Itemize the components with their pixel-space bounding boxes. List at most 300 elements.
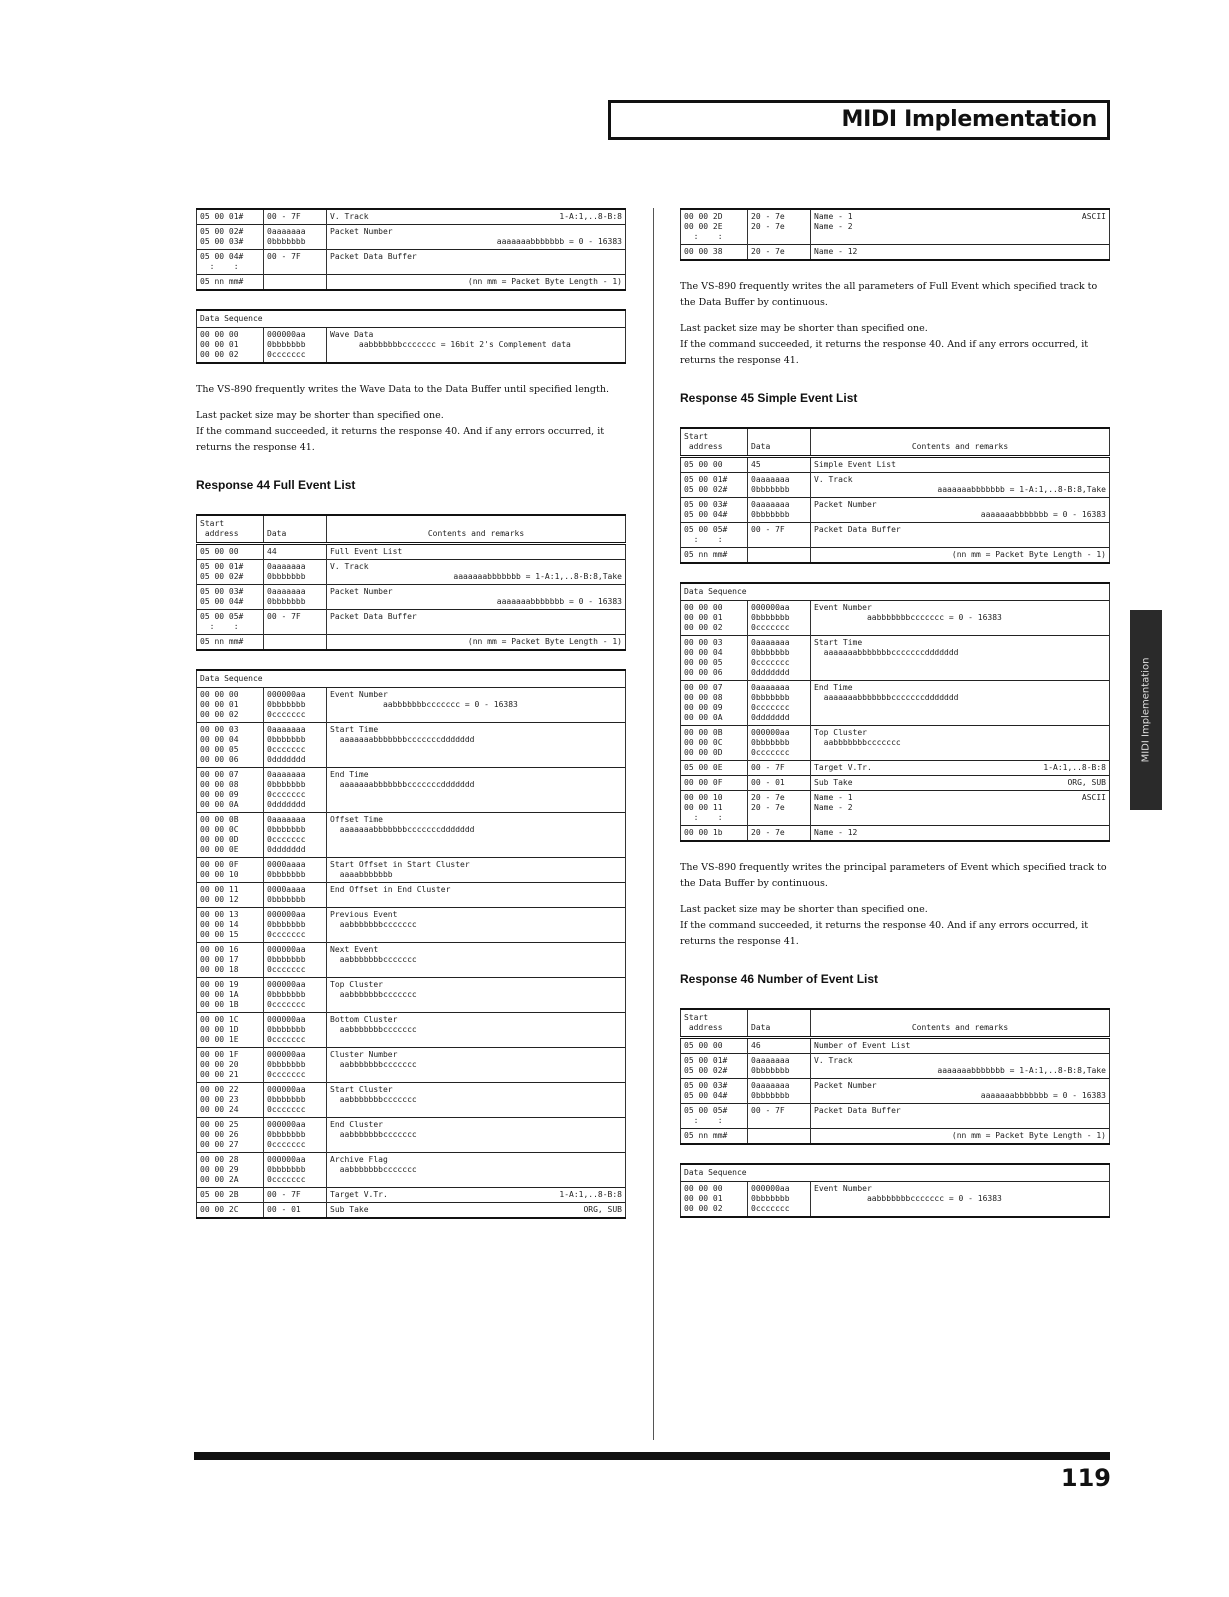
data-cell: 00 - 7F (264, 610, 327, 635)
table-row (681, 209, 1110, 245)
address-cell: 00 00 0F (681, 776, 748, 791)
remark-text: V. Track (330, 212, 369, 221)
section-heading: Response 44 Full Event List (196, 478, 356, 492)
remarks-cell (327, 1013, 626, 1048)
table-row (197, 635, 626, 651)
remarks-wrap (330, 227, 622, 247)
remark-value: ASCII (1081, 212, 1106, 221)
remarks-cell (811, 726, 1110, 761)
paragraph: Last packet size may be shorter than specified one. If the command succeeded, it returns the response 40. And if any errors occurred, it returns the response 41. (196, 410, 605, 453)
header-address: Start address (197, 515, 264, 544)
address-cell: 05 00 01# 05 00 02# (197, 560, 264, 585)
remarks-wrap (330, 1190, 622, 1200)
table-row (197, 883, 626, 908)
table-row (681, 826, 1110, 842)
header-remarks: Contents and remarks (811, 1009, 1110, 1038)
table-title-row (681, 583, 1110, 601)
data-cell: 0000aaaa 0bbbbbbb (264, 858, 327, 883)
table-title-row (197, 310, 626, 328)
remarks-wrap (330, 945, 622, 965)
address-cell: 00 00 1C 00 00 1D 00 00 1E (197, 1013, 264, 1048)
remark-text: Event Number aabbbbbbbccccccc = 0 - 16383 (814, 1184, 1002, 1203)
data-cell: 00 - 01 (264, 1203, 327, 1219)
remarks-cell (327, 1048, 626, 1083)
table-row (197, 978, 626, 1013)
address-cell: 05 nn mm# (197, 635, 264, 651)
remarks-cell (327, 768, 626, 813)
remark-text: Start Cluster aabbbbbbbccccccc (330, 1085, 417, 1104)
address-cell: 05 00 01# 05 00 02# (681, 1054, 748, 1079)
data-cell: 000000aa 0bbbbbbb 0ccccccc (264, 978, 327, 1013)
header-box (608, 100, 1110, 140)
table-row (197, 1013, 626, 1048)
table-title: Data Sequence (681, 1164, 1110, 1182)
remarks-wrap (330, 277, 622, 287)
data-cell: 000000aa 0bbbbbbb 0ccccccc (264, 1118, 327, 1153)
address-cell: 00 00 00 00 00 01 00 00 02 (197, 688, 264, 723)
paragraph: Last packet size may be shorter than specified one. If the command succeeded, it returns the response 40. And if any errors occurred, it returns the response 41. (680, 904, 1089, 947)
header-data: Data (748, 428, 811, 457)
address-cell: 00 00 03 00 00 04 00 00 05 00 00 06 (681, 636, 748, 681)
table-row (197, 768, 626, 813)
data-cell: 000000aa 0bbbbbbb 0ccccccc (264, 1048, 327, 1083)
remarks-cell (327, 1203, 626, 1219)
table-t9 (680, 1163, 1110, 1218)
remarks-cell (811, 1182, 1110, 1218)
remarks-cell (811, 826, 1110, 842)
left-column (196, 208, 626, 1237)
address-cell: 05 00 01# 05 00 02# (681, 473, 748, 498)
data-cell: 000000aa 0bbbbbbb 0ccccccc (264, 1013, 327, 1048)
table-row (681, 636, 1110, 681)
table-header-row (681, 1009, 1110, 1038)
data-cell (264, 275, 327, 291)
remark-text: Simple Event List (814, 460, 896, 469)
header-data: Data (264, 515, 327, 544)
remark-text: Start Time aaaaaaabbbbbbbcccccccddddddd (330, 725, 475, 744)
table-row (197, 1203, 626, 1219)
remarks-cell (327, 723, 626, 768)
data-cell: 0000aaaa 0bbbbbbb (264, 883, 327, 908)
remarks-cell (327, 635, 626, 651)
remarks-cell (811, 1079, 1110, 1104)
table-header-row (197, 515, 626, 544)
remarks-wrap (330, 690, 622, 710)
remark-text: End Cluster aabbbbbbbccccccc (330, 1120, 417, 1139)
remarks-cell (327, 225, 626, 250)
remark-value: aaaaaaabbbbbbb = 0 - 16383 (496, 597, 622, 606)
remarks-wrap (814, 1056, 1106, 1076)
remarks-wrap (814, 1041, 1106, 1051)
table-row (197, 610, 626, 635)
remarks-cell (811, 245, 1110, 261)
footer-rule (194, 1452, 1110, 1460)
remark-text: End Offset in End Cluster (330, 885, 451, 894)
remarks-cell (811, 601, 1110, 636)
remark-text: Packet Data Buffer (330, 612, 417, 621)
remark-value: aaaaaaabbbbbbb = 1-A:1,..8-B:8,Take (937, 485, 1106, 494)
data-cell: 0aaaaaaa 0bbbbbbb (264, 225, 327, 250)
data-cell: 0aaaaaaa 0bbbbbbb 0ccccccc 0ddddddd (748, 636, 811, 681)
midi-table (680, 582, 1110, 842)
address-cell: 00 00 07 00 00 08 00 00 09 00 00 0A (197, 768, 264, 813)
address-cell: 05 00 0E (681, 761, 748, 776)
table-row (681, 681, 1110, 726)
table-row (681, 776, 1110, 791)
table-header-row (681, 428, 1110, 457)
midi-table (680, 208, 1110, 261)
remark-value: aaaaaaabbbbbbb = 1-A:1,..8-B:8,Take (453, 572, 622, 581)
remarks-wrap (814, 1081, 1106, 1101)
remark-text: Start Offset in Start Cluster aaaabbbbbbb (330, 860, 470, 879)
remarks-wrap (814, 525, 1106, 535)
remarks-wrap (330, 1050, 622, 1070)
address-cell: 00 00 19 00 00 1A 00 00 1B (197, 978, 264, 1013)
paragraph: The VS-890 frequently writes the all parameters of Full Event which specified track to the Data Buffer by continuous. (680, 281, 1098, 308)
section-heading: Response 45 Simple Event List (680, 391, 858, 405)
address-cell: 00 00 0B 00 00 0C 00 00 0D (681, 726, 748, 761)
address-cell: 05 00 00 (681, 457, 748, 473)
remark-value: 1-A:1,..8-B:8 (559, 1190, 622, 1199)
table-row (197, 250, 626, 275)
remarks-cell (811, 473, 1110, 498)
remark-value: 1-A:1,..8-B:8 (559, 212, 622, 221)
paragraph: Last packet size may be shorter than specified one. If the command succeeded, it returns the response 40. And if any errors occurred, it returns the response 41. (680, 323, 1089, 366)
table-row (197, 1188, 626, 1203)
midi-table (196, 309, 626, 364)
remarks-wrap (330, 1085, 622, 1105)
data-cell: 0aaaaaaa 0bbbbbbb 0ccccccc 0ddddddd (264, 768, 327, 813)
table-t3 (196, 514, 626, 651)
address-cell: 00 00 13 00 00 14 00 00 15 (197, 908, 264, 943)
address-cell: 00 00 00 00 00 01 00 00 02 (197, 328, 264, 364)
table-t6 (680, 427, 1110, 564)
address-cell: 00 00 07 00 00 08 00 00 09 00 00 0A (681, 681, 748, 726)
remark-text: Sub Take (814, 778, 853, 787)
table-row (197, 813, 626, 858)
remarks-cell (327, 1118, 626, 1153)
data-cell: 0aaaaaaa 0bbbbbbb (264, 560, 327, 585)
side-tab-label: MIDI Implementation (1140, 657, 1152, 763)
table-row (681, 245, 1110, 261)
remark-text: Wave Data aabbbbbbbccccccc = 16bit 2's Complement data (330, 330, 571, 349)
table-row (681, 457, 1110, 473)
remarks-cell (811, 1129, 1110, 1145)
remarks-cell (327, 943, 626, 978)
address-cell: 00 00 1F 00 00 20 00 00 21 (197, 1048, 264, 1083)
remarks-cell (327, 883, 626, 908)
address-cell: 00 00 28 00 00 29 00 00 2A (197, 1153, 264, 1188)
remark-text: Full Event List (330, 547, 403, 556)
address-cell: 05 00 05# : : (681, 1104, 748, 1129)
remark-value: 1-A:1,..8-B:8 (1043, 763, 1106, 772)
remark-text: Packet Number (330, 227, 393, 236)
address-cell: 05 00 2B (197, 1188, 264, 1203)
header-remarks: Contents and remarks (327, 515, 626, 544)
address-cell: 05 00 03# 05 00 04# (681, 1079, 748, 1104)
remarks-wrap (330, 860, 622, 880)
remark-text: Name - 12 (814, 247, 858, 256)
table-row (681, 1129, 1110, 1145)
remarks-cell (811, 776, 1110, 791)
table-row (681, 791, 1110, 826)
address-cell: 05 00 00 (681, 1038, 748, 1054)
remarks-cell (327, 560, 626, 585)
remark-text: Archive Flag aabbbbbbbccccccc (330, 1155, 417, 1174)
section-side-tab (1130, 610, 1162, 810)
remarks-wrap (330, 980, 622, 1000)
data-cell: 000000aa 0bbbbbbb 0ccccccc (748, 726, 811, 761)
header-address: Start address (681, 428, 748, 457)
table-row (197, 1118, 626, 1153)
page-title: MIDI Implementation (841, 107, 1097, 132)
remark-text: Offset Time aaaaaaabbbbbbbcccccccddddddd (330, 815, 475, 834)
data-cell: 00 - 7F (264, 1188, 327, 1203)
table-row (197, 943, 626, 978)
data-cell: 0aaaaaaa 0bbbbbbb (748, 1054, 811, 1079)
remarks-wrap (330, 252, 622, 262)
remark-text: Target V.Tr. (814, 763, 872, 772)
table-row (197, 1153, 626, 1188)
table-row (681, 1182, 1110, 1218)
address-cell: 05 00 01# (197, 209, 264, 225)
table-row (681, 1038, 1110, 1054)
remarks-cell (327, 1083, 626, 1118)
data-cell: 0aaaaaaa 0bbbbbbb 0ccccccc 0ddddddd (264, 813, 327, 858)
data-cell: 20 - 7e 20 - 7e (748, 791, 811, 826)
remark-text: Number of Event List (814, 1041, 911, 1050)
remarks-wrap (814, 1184, 1106, 1204)
column-divider (653, 208, 654, 1440)
address-cell: 00 00 10 00 00 11 : : (681, 791, 748, 826)
table-row (681, 761, 1110, 776)
address-cell: 05 00 03# 05 00 04# (197, 585, 264, 610)
remark-value: aaaaaaabbbbbbb = 0 - 16383 (496, 237, 622, 246)
remarks-wrap (330, 562, 622, 582)
remarks-cell (327, 209, 626, 225)
table-row (197, 688, 626, 723)
right-column (680, 208, 1110, 1236)
remark-value: (nn mm = Packet Byte Length - 1) (951, 550, 1106, 559)
remark-value: (nn mm = Packet Byte Length - 1) (467, 637, 622, 646)
remarks-wrap (330, 212, 622, 222)
table-row (197, 585, 626, 610)
address-cell: 00 00 38 (681, 245, 748, 261)
remarks-wrap (814, 500, 1106, 520)
data-cell: 46 (748, 1038, 811, 1054)
remarks-wrap (330, 770, 622, 790)
remarks-wrap (330, 885, 622, 895)
midi-table (196, 669, 626, 1219)
address-cell: 05 00 02# 05 00 03# (197, 225, 264, 250)
remark-text: Name - 12 (814, 828, 858, 837)
remarks-wrap (814, 247, 1106, 257)
table-title: Data Sequence (197, 670, 626, 688)
remark-text: Event Number aabbbbbbbccccccc = 0 - 16383 (814, 603, 1002, 622)
table-title: Data Sequence (197, 310, 626, 328)
address-cell: 00 00 25 00 00 26 00 00 27 (197, 1118, 264, 1153)
address-cell: 00 00 00 00 00 01 00 00 02 (681, 1182, 748, 1218)
remarks-wrap (330, 725, 622, 745)
data-cell: 0aaaaaaa 0bbbbbbb 0ccccccc 0ddddddd (748, 681, 811, 726)
remark-text: Top Cluster aabbbbbbbccccccc (330, 980, 417, 999)
remark-value: ORG, SUB (583, 1205, 622, 1214)
remark-text: Packet Data Buffer (814, 525, 901, 534)
data-cell: 000000aa 0bbbbbbb 0ccccccc (264, 1153, 327, 1188)
table-t2 (196, 309, 626, 364)
remark-text: Packet Number (814, 500, 877, 509)
remarks-wrap (330, 547, 622, 557)
table-t5 (680, 208, 1110, 261)
remarks-cell (327, 688, 626, 723)
remark-text: Bottom Cluster aabbbbbbbccccccc (330, 1015, 417, 1034)
remark-text: Name - 1 Name - 2 (814, 793, 853, 812)
remarks-cell (811, 209, 1110, 245)
remarks-wrap (814, 683, 1106, 703)
table-t8 (680, 1008, 1110, 1145)
data-cell: 000000aa 0bbbbbbb 0ccccccc (264, 943, 327, 978)
remark-text: Cluster Number aabbbbbbbccccccc (330, 1050, 417, 1069)
table-row (197, 328, 626, 364)
remark-value: aaaaaaabbbbbbb = 0 - 16383 (980, 510, 1106, 519)
data-cell: 000000aa 0bbbbbbb 0ccccccc (264, 908, 327, 943)
table-row (681, 548, 1110, 564)
page-number: 119 (1060, 1464, 1111, 1492)
remarks-cell (811, 1104, 1110, 1129)
table-title-row (681, 1164, 1110, 1182)
remarks-cell (811, 636, 1110, 681)
remarks-wrap (330, 1155, 622, 1175)
paragraph: The VS-890 frequently writes the Wave Data to the Data Buffer until specified length. (196, 384, 609, 395)
table-row (681, 726, 1110, 761)
address-cell: 00 00 2D 00 00 2E : : (681, 209, 748, 245)
table-row (197, 723, 626, 768)
data-cell: 0aaaaaaa 0bbbbbbb (748, 1079, 811, 1104)
address-cell: 05 00 05# : : (197, 610, 264, 635)
address-cell: 05 00 05# : : (681, 523, 748, 548)
table-row (681, 498, 1110, 523)
midi-table (196, 208, 626, 291)
remarks-cell (327, 813, 626, 858)
table-row (197, 544, 626, 560)
remarks-wrap (330, 910, 622, 930)
table-row (681, 1054, 1110, 1079)
remark-text: Event Number aabbbbbbbccccccc = 0 - 16383 (330, 690, 518, 709)
header-address: Start address (681, 1009, 748, 1038)
table-row (681, 1079, 1110, 1104)
table-row (197, 1048, 626, 1083)
remarks-cell (327, 858, 626, 883)
remark-text: Name - 1 Name - 2 (814, 212, 853, 231)
table-row (197, 275, 626, 291)
address-cell: 00 00 0F 00 00 10 (197, 858, 264, 883)
remarks-cell (811, 681, 1110, 726)
data-cell: 0aaaaaaa 0bbbbbbb (748, 498, 811, 523)
table-row (197, 1083, 626, 1118)
remark-text: Packet Number (814, 1081, 877, 1090)
remarks-cell (327, 1188, 626, 1203)
remark-text: V. Track (330, 562, 369, 571)
remark-value: aaaaaaabbbbbbb = 0 - 16383 (980, 1091, 1106, 1100)
remarks-cell (811, 523, 1110, 548)
remarks-cell (811, 791, 1110, 826)
midi-table (680, 1008, 1110, 1145)
data-cell: 44 (264, 544, 327, 560)
remarks-wrap (814, 793, 1106, 813)
remarks-wrap (330, 1120, 622, 1140)
table-row (197, 209, 626, 225)
remarks-wrap (330, 637, 622, 647)
table-row (197, 858, 626, 883)
remark-text: Packet Number (330, 587, 393, 596)
remarks-cell (327, 328, 626, 364)
address-cell: 05 00 04# : : (197, 250, 264, 275)
data-cell (264, 635, 327, 651)
table-row (197, 225, 626, 250)
data-cell: 00 - 7F (264, 250, 327, 275)
remarks-wrap (814, 638, 1106, 658)
address-cell: 05 nn mm# (197, 275, 264, 291)
midi-table (680, 1163, 1110, 1218)
table-title-row (197, 670, 626, 688)
data-cell: 0aaaaaaa 0bbbbbbb (264, 585, 327, 610)
remark-text: End Time aaaaaaabbbbbbbcccccccddddddd (814, 683, 959, 702)
table-row (197, 908, 626, 943)
remark-text: Previous Event aabbbbbbbccccccc (330, 910, 417, 929)
remarks-wrap (330, 330, 622, 350)
remarks-wrap (330, 1205, 622, 1215)
data-cell: 00 - 01 (748, 776, 811, 791)
remarks-cell (327, 610, 626, 635)
remarks-wrap (330, 815, 622, 835)
address-cell: 00 00 00 00 00 01 00 00 02 (681, 601, 748, 636)
address-cell: 05 nn mm# (681, 548, 748, 564)
remarks-cell (327, 1153, 626, 1188)
data-cell: 0aaaaaaa 0bbbbbbb (748, 473, 811, 498)
remarks-wrap (330, 587, 622, 607)
data-cell: 20 - 7e 20 - 7e (748, 209, 811, 245)
remarks-wrap (814, 828, 1106, 838)
remark-text: Next Event aabbbbbbbccccccc (330, 945, 417, 964)
data-cell: 000000aa 0bbbbbbb 0ccccccc (748, 601, 811, 636)
table-title: Data Sequence (681, 583, 1110, 601)
remarks-wrap (814, 1131, 1106, 1141)
remarks-cell (327, 585, 626, 610)
data-cell (748, 548, 811, 564)
remarks-wrap (814, 460, 1106, 470)
data-cell: 20 - 7e (748, 826, 811, 842)
remarks-wrap (814, 1106, 1106, 1116)
address-cell: 00 00 03 00 00 04 00 00 05 00 00 06 (197, 723, 264, 768)
address-cell: 00 00 2C (197, 1203, 264, 1219)
table-t1 (196, 208, 626, 291)
table-t7 (680, 582, 1110, 842)
remarks-cell (327, 544, 626, 560)
section-heading: Response 46 Number of Event List (680, 972, 879, 986)
remark-value: ORG, SUB (1067, 778, 1106, 787)
remarks-cell (327, 250, 626, 275)
remarks-cell (811, 548, 1110, 564)
data-cell: 000000aa 0bbbbbbb 0ccccccc (264, 328, 327, 364)
remark-value: (nn mm = Packet Byte Length - 1) (951, 1131, 1106, 1140)
remarks-wrap (814, 475, 1106, 495)
remark-value: (nn mm = Packet Byte Length - 1) (467, 277, 622, 286)
address-cell: 00 00 0B 00 00 0C 00 00 0D 00 00 0E (197, 813, 264, 858)
table-row (681, 523, 1110, 548)
address-cell: 05 nn mm# (681, 1129, 748, 1145)
midi-table (680, 427, 1110, 564)
data-cell: 00 - 7F (748, 761, 811, 776)
